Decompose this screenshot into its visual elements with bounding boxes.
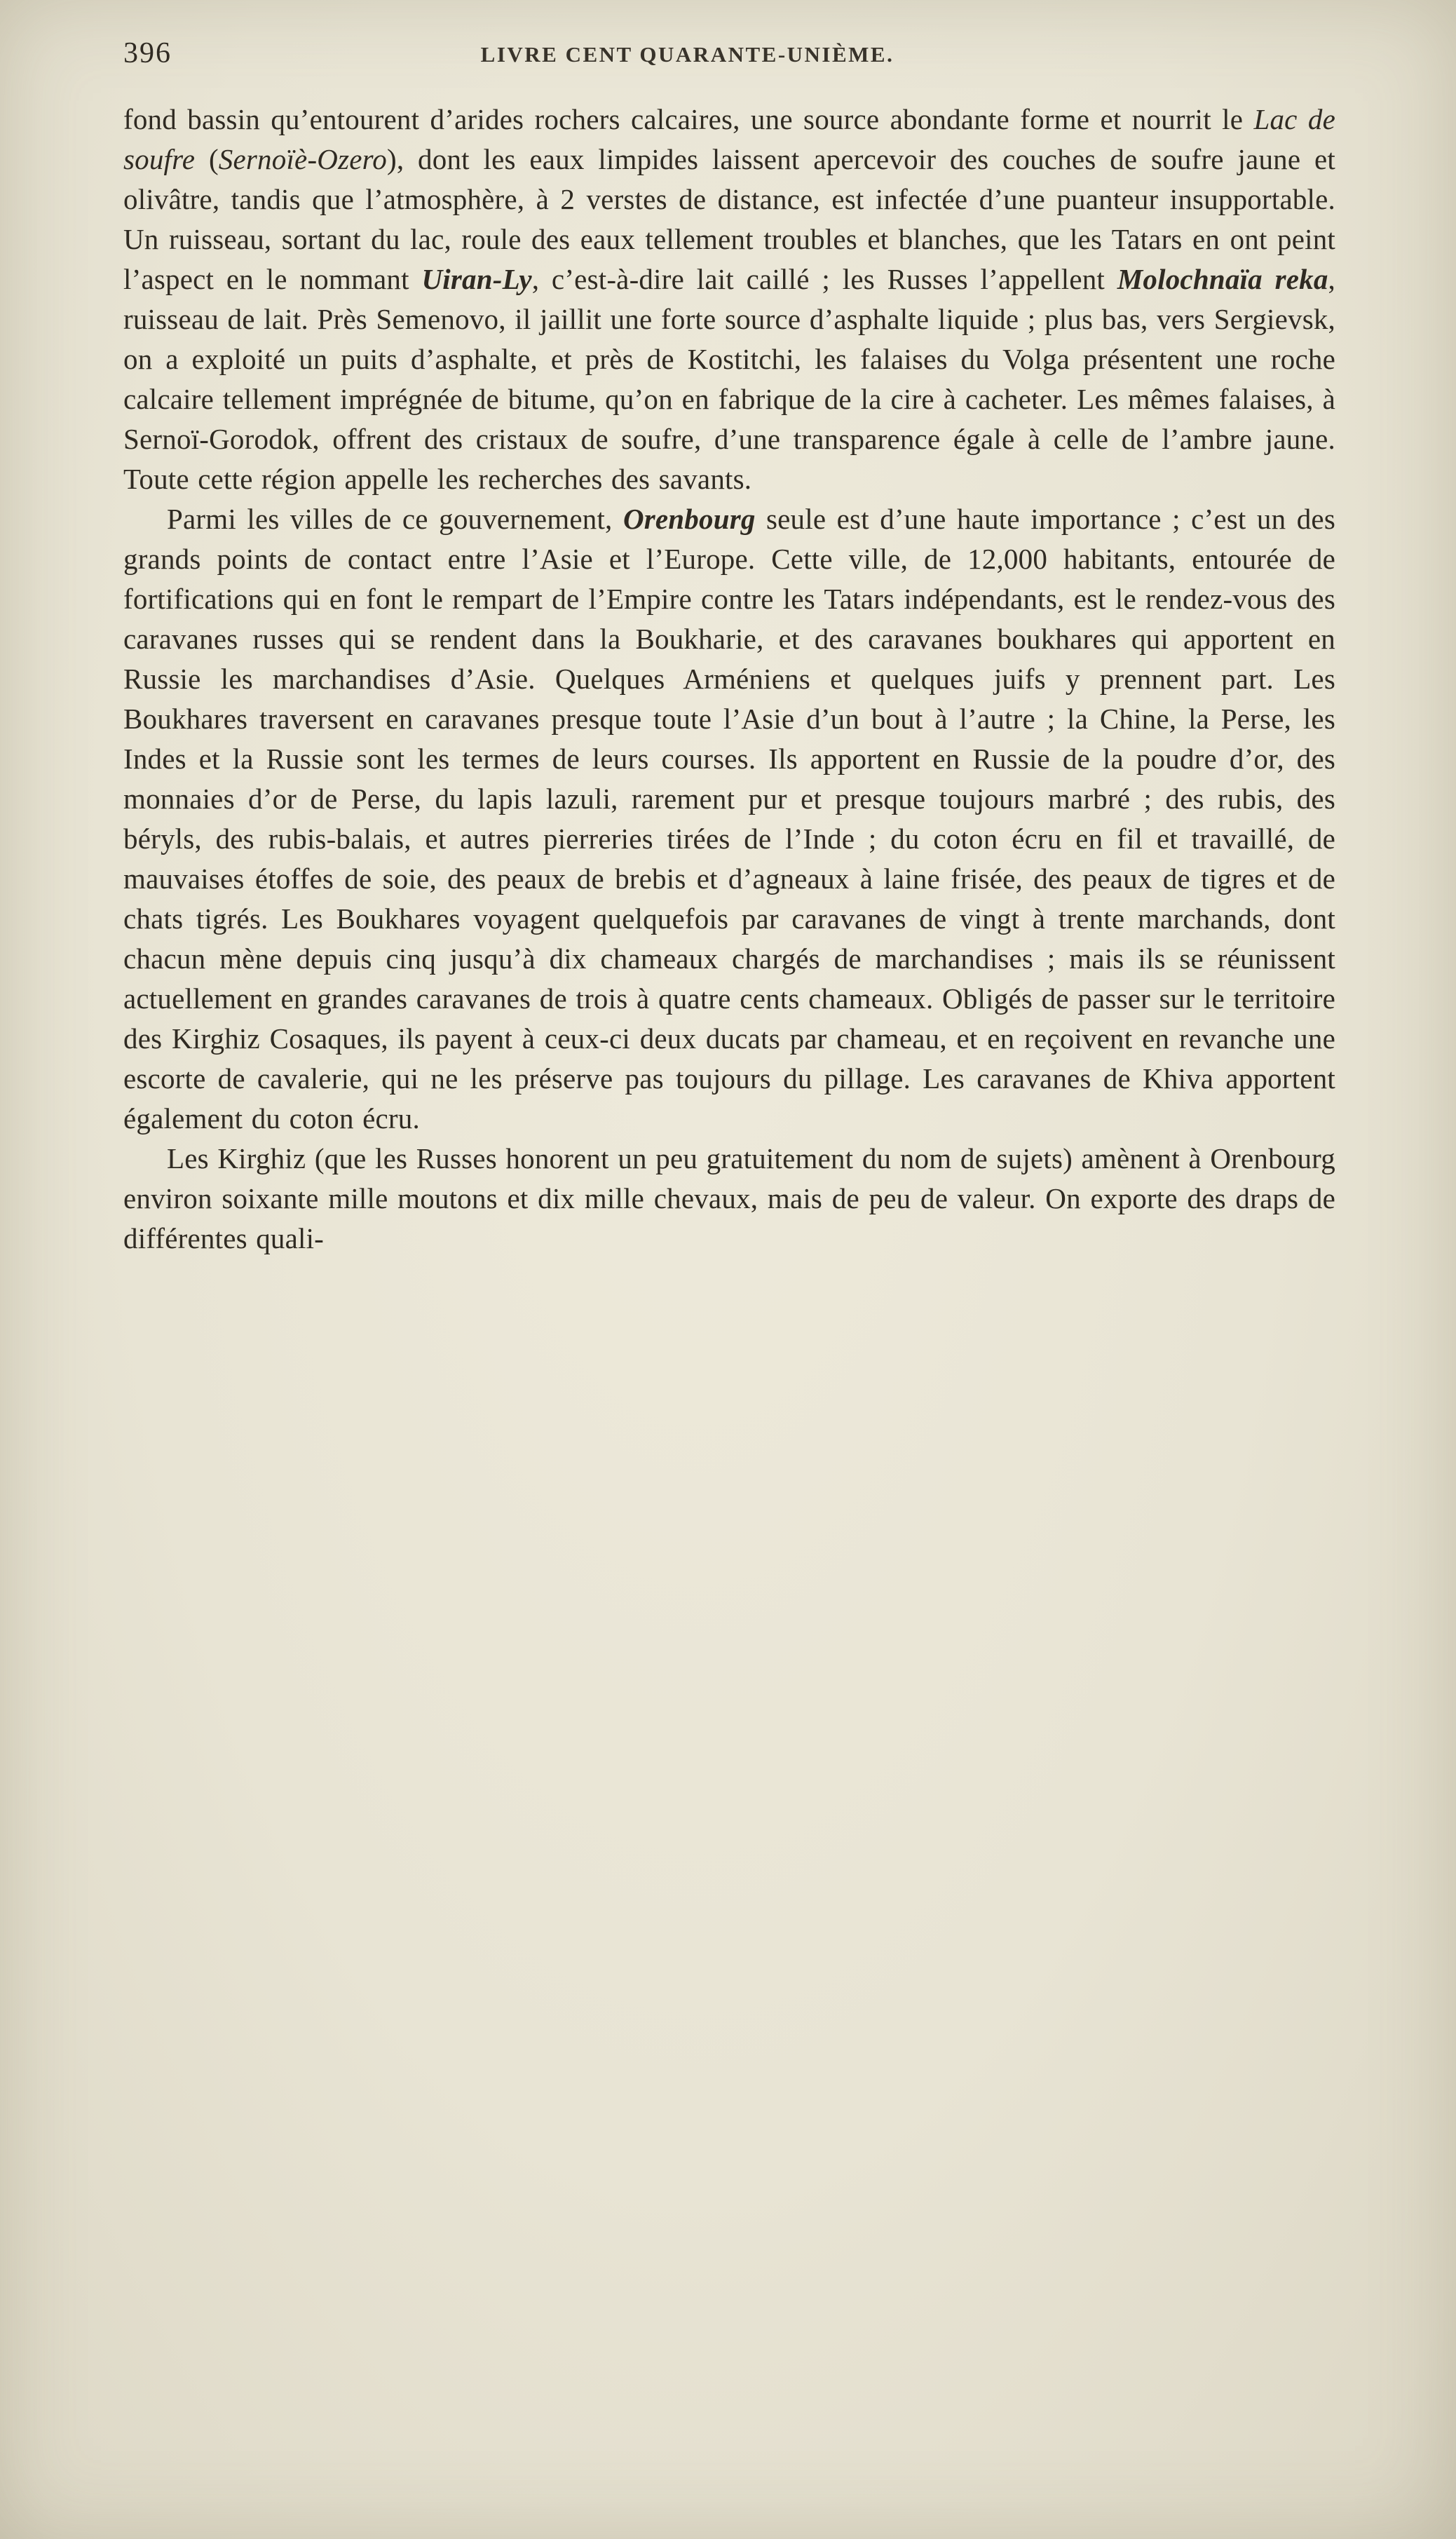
page-content	[0, 0, 1456, 1259]
emphasized-term: Uiran-Ly	[421, 263, 532, 295]
text-run: (	[195, 143, 219, 175]
text-run: , ruisseau de lait. Près Semenovo, il jaillit une forte source d’asphalte liquide ; plus bas, vers Sergievsk, on a exploité un puits d’asphalte, et près de Kostitchi, les falaises du Volga présentent une roche calcaire tellement imprégnée de bitume, qu’on en fabrique de la cire à cacheter. Les mêmes falaises, à Sernoï-Gorodok, offrent des cristaux de soufre, d’une transparence égale à celle de l’ambre jaune. Toute cette région appelle les recherches des savants.	[123, 263, 1335, 495]
running-title: LIVRE CENT QUARANTE-UNIÈME.	[480, 42, 894, 67]
page-header	[123, 32, 1335, 81]
paragraph	[123, 100, 1335, 499]
text-run: , c’est-à-dire lait caillé ; les Russes l’appellent	[531, 263, 1117, 295]
paragraph	[123, 499, 1335, 1139]
emphasized-term: Orenbourg	[622, 503, 756, 535]
text-run: fond bassin qu’entourent d’arides rochers calcaires, une source abondante forme et nourrit le	[123, 103, 1254, 135]
text-run: Parmi les villes de ce gouvernement,	[167, 503, 623, 535]
emphasized-term: Molochnaïa reka	[1117, 263, 1328, 295]
paragraph	[123, 1139, 1335, 1259]
text-run: seule est d’une haute importance ; c’est un des grands points de contact entre l’Asie et l’Europe. Cette ville, de 12,000 habitants, entourée de fortifications qui en font le rempart de l’Empire contre les Tatars indépendants, est le rendez-vous des caravanes russes qui se rendent dans la Boukharie, et des caravanes boukhares qui apportent en Russie les marchandises d’Asie. Quelques Arméniens et quelques juifs y prennent part. Les Boukhares traversent en caravanes presque toute l’Asie d’un bout à l’autre ; la Chine, la Perse, les Indes et la Russie sont les termes de leurs courses. Ils apportent en Russie de la poudre d’or, des monnaies d’or de Perse, du lapis lazuli, rarement pur et presque toujours marbré ; des rubis, des béryls, des rubis-balais, et autres pierreries tirées de l’Inde ; du coton écru en fil et travaillé, de mauvaises étoffes de soie, des peaux de brebis et d’agneaux à laine frisée, des peaux de tigres et de chats tigrés. Les Boukhares voyagent quelquefois par caravanes de vingt à trente marchands, dont chacun mène depuis cinq jusqu’à dix chameaux chargés de marchandises ; mais ils se réunissent actuellement en grandes caravanes de trois à quatre cents chameaux. Obligés de passer sur le territoire des Kirghiz Cosaques, ils payent à ceux-ci deux ducats par chameau, et en reçoivent en revanche une escorte de cavalerie, qui ne les préserve pas toujours du pillage. Les caravanes de Khiva apportent également du coton écru.	[123, 503, 1335, 1135]
page-body-text	[123, 100, 1335, 1259]
page-number: 396	[123, 37, 172, 69]
text-run: ), dont les eaux limpides laissent apercevoir des couches de soufre jaune et olivâtre, tandis que l’atmosphère, à 2 verstes de distance, est infectée d’une puanteur insupportable. Un ruisseau, sortant du lac, roule des eaux tellement troubles et blanches, que les Tatars en ont peint l’aspect en le nommant	[123, 143, 1335, 295]
emphasized-term: Sernoïè-Ozero	[218, 143, 387, 175]
emphasized-term: Lac de soufre	[123, 103, 1335, 175]
text-run: Les Kirghiz (que les Russes honorent un peu gratuitement du nom de sujets) amènent à Orenbourg environ soixante mille moutons et dix mille chevaux, mais de peu de valeur. On exporte des draps de différentes quali-	[123, 1142, 1335, 1254]
